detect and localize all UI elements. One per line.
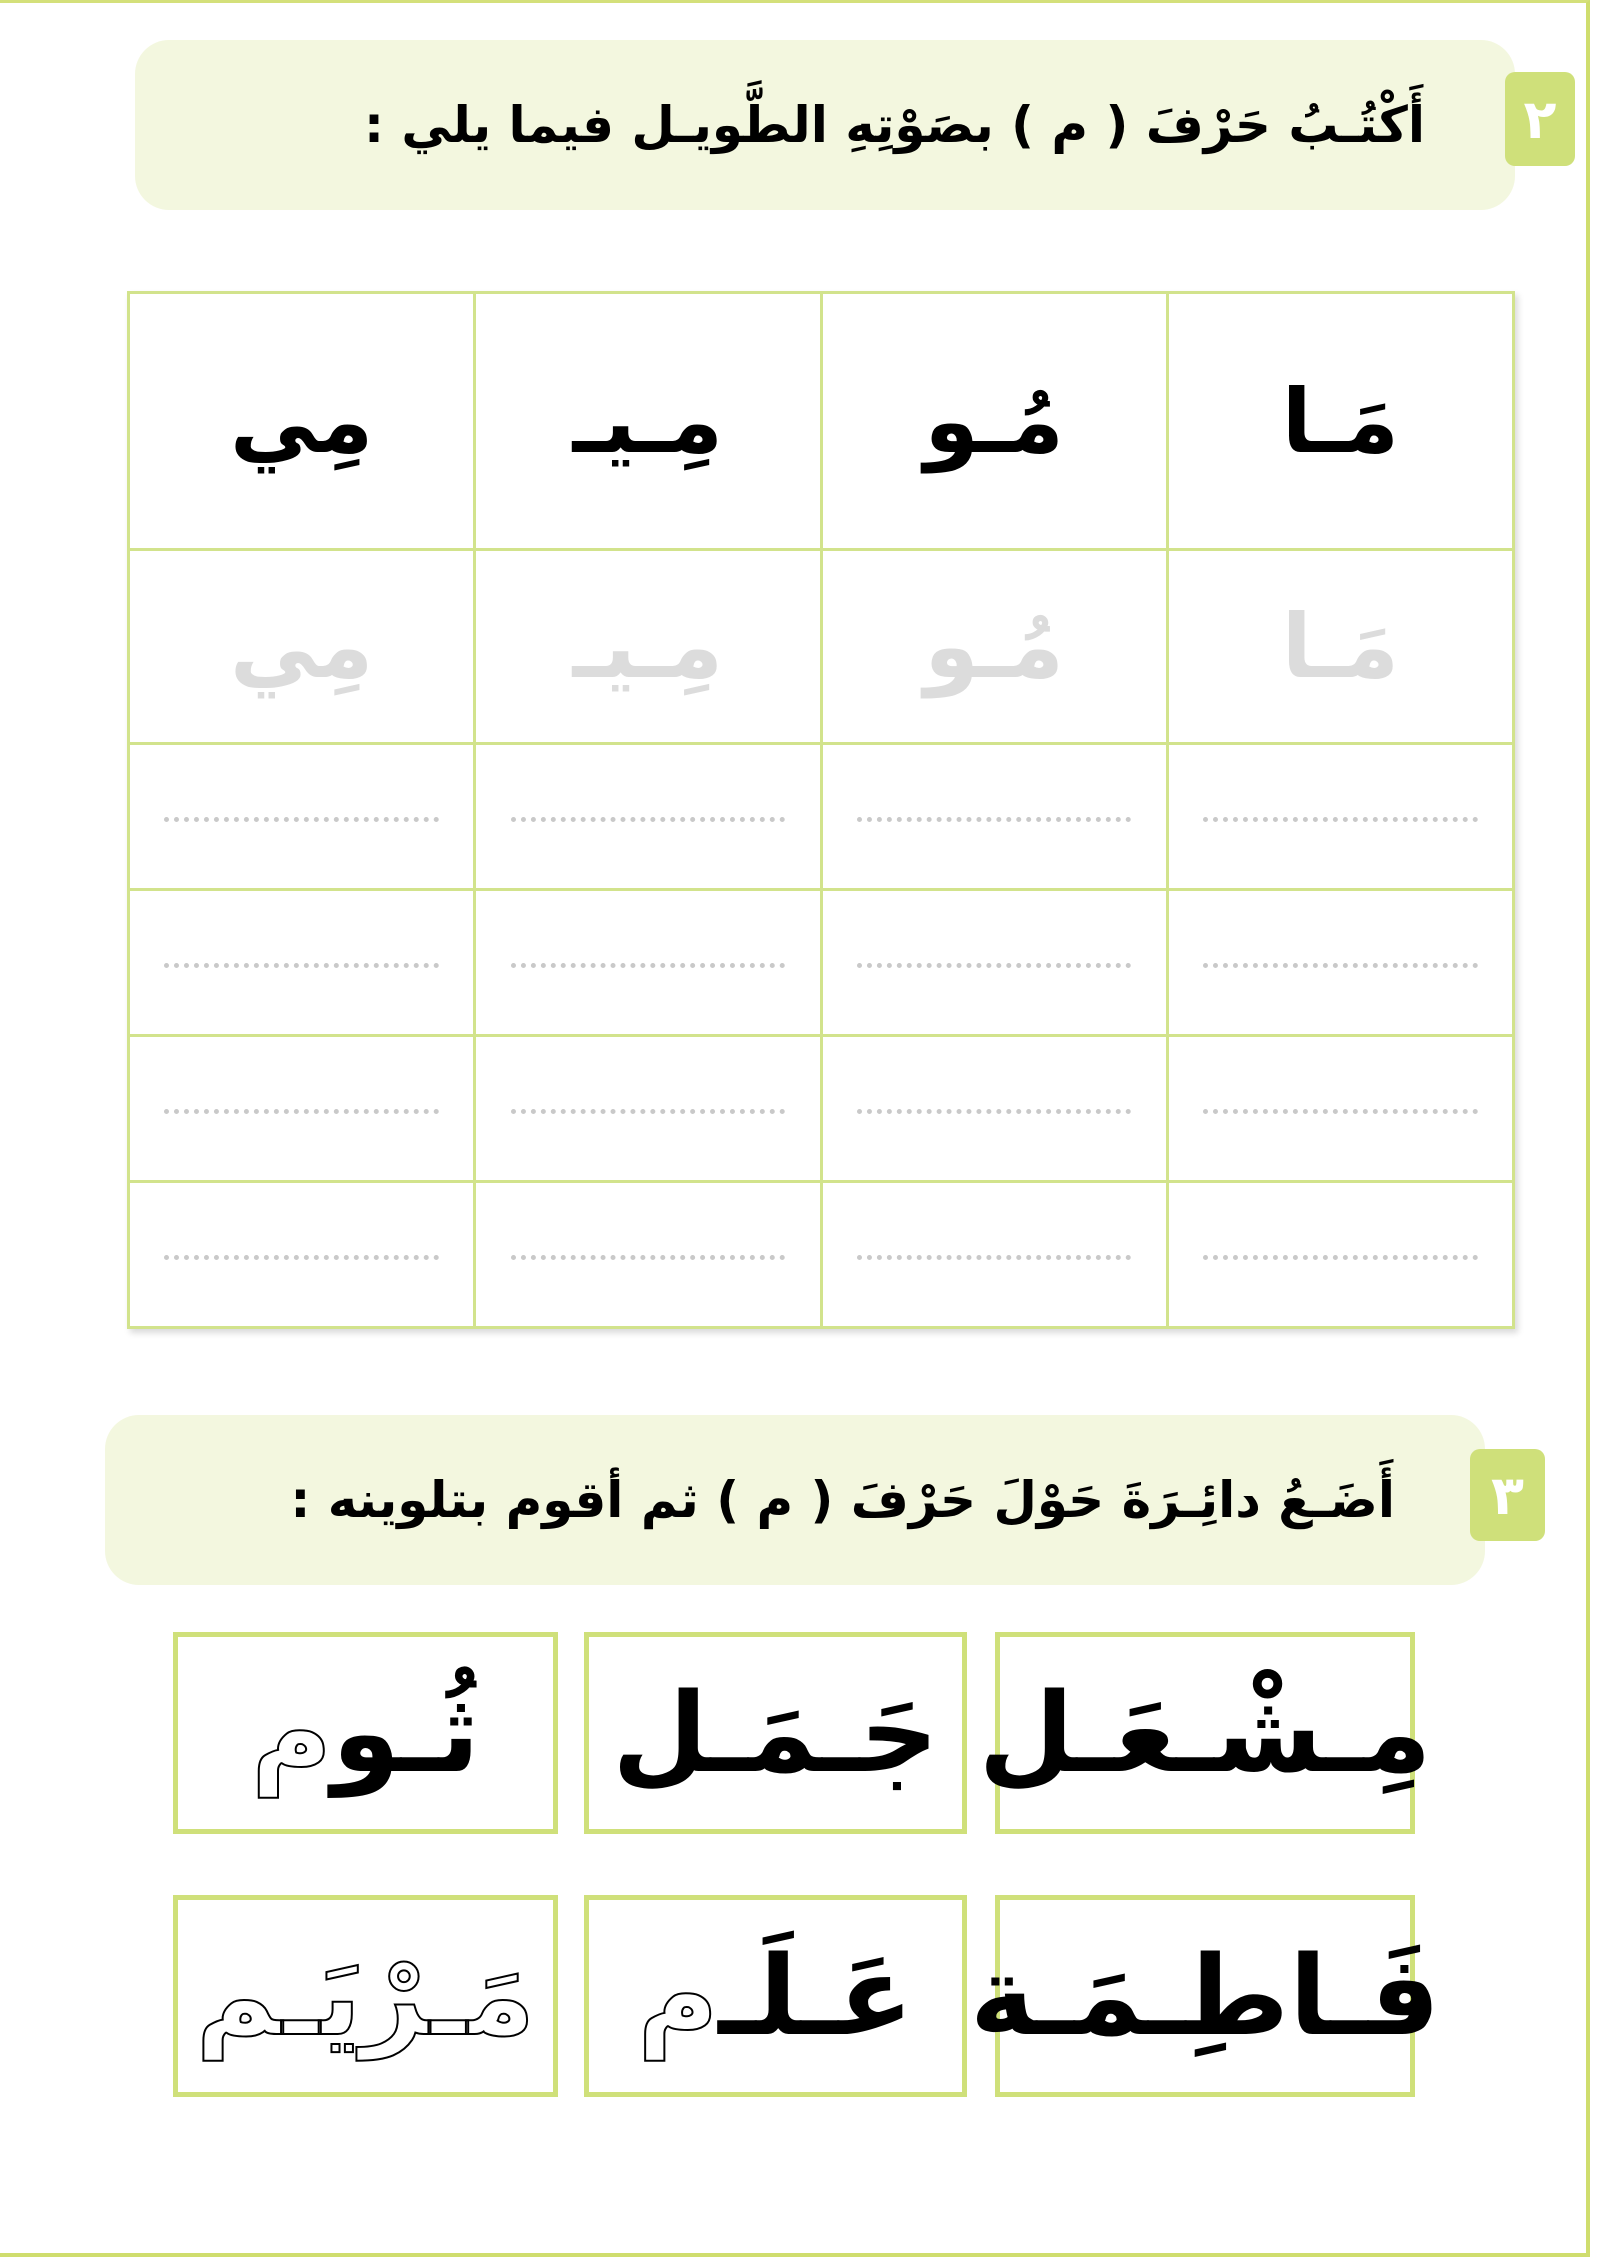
word-text: مِـشْـعَـل — [978, 1669, 1432, 1797]
writing-line[interactable] — [821, 1036, 1167, 1182]
writing-line[interactable] — [129, 1182, 475, 1328]
model-syllable: مُـو — [821, 293, 1167, 550]
writing-line[interactable] — [1167, 1036, 1513, 1182]
word-text: عَـلَـ — [718, 1932, 914, 2060]
trace-syllable[interactable]: مِي — [129, 550, 475, 744]
writing-line[interactable] — [475, 744, 821, 890]
word-card[interactable] — [969, 1895, 1441, 2097]
word-text: فَـاطِـمَـة — [969, 1932, 1441, 2060]
model-syllable: مِـيـ — [475, 293, 821, 550]
writing-line[interactable] — [821, 890, 1167, 1036]
instruction-panel-3 — [105, 1415, 1485, 1585]
writing-grid — [127, 291, 1515, 1329]
word-text: ثُـو — [331, 1669, 480, 1797]
trace-syllable[interactable]: مُـو — [821, 550, 1167, 744]
word-card[interactable] — [978, 1632, 1432, 1834]
word-card[interactable] — [173, 1632, 558, 1834]
instruction-text-2: أَكْتُـبُ حَرْفَ ( م ) بصَوْتِهِ الطَّويـل فيما يلي : — [363, 96, 1425, 154]
word-card[interactable] — [584, 1632, 967, 1834]
writing-line[interactable] — [1167, 744, 1513, 890]
writing-line[interactable] — [129, 744, 475, 890]
writing-line[interactable] — [1167, 1182, 1513, 1328]
word-outlined-letter: مَـرْيَـم — [195, 1932, 536, 2060]
word-card[interactable] — [584, 1895, 967, 2097]
word-card[interactable] — [173, 1895, 558, 2097]
writing-line[interactable] — [821, 1182, 1167, 1328]
writing-line[interactable] — [129, 1036, 475, 1182]
writing-line[interactable] — [475, 1182, 821, 1328]
word-text: جَـمَـل — [612, 1669, 939, 1797]
writing-line[interactable] — [1167, 890, 1513, 1036]
writing-line[interactable] — [475, 890, 821, 1036]
writing-line[interactable] — [129, 890, 475, 1036]
exercise-number-3: ٣ — [1470, 1449, 1545, 1541]
writing-line[interactable] — [475, 1036, 821, 1182]
model-syllable: مَـا — [1167, 293, 1513, 550]
writing-line[interactable] — [821, 744, 1167, 890]
instruction-text-3: أَضَـعُ دائِـرَةَ حَوْلَ حَرْفَ ( م ) ثم أقوم بتلوينه : — [290, 1471, 1395, 1529]
trace-syllable[interactable]: مِـيـ — [475, 550, 821, 744]
instruction-panel-2 — [135, 40, 1515, 210]
exercise-number-2: ٢ — [1505, 72, 1575, 166]
trace-syllable[interactable]: مَـا — [1167, 550, 1513, 744]
word-outlined-letter: م — [251, 1669, 332, 1797]
word-outlined-letter: م — [637, 1932, 719, 2060]
model-syllable: مِي — [129, 293, 475, 550]
